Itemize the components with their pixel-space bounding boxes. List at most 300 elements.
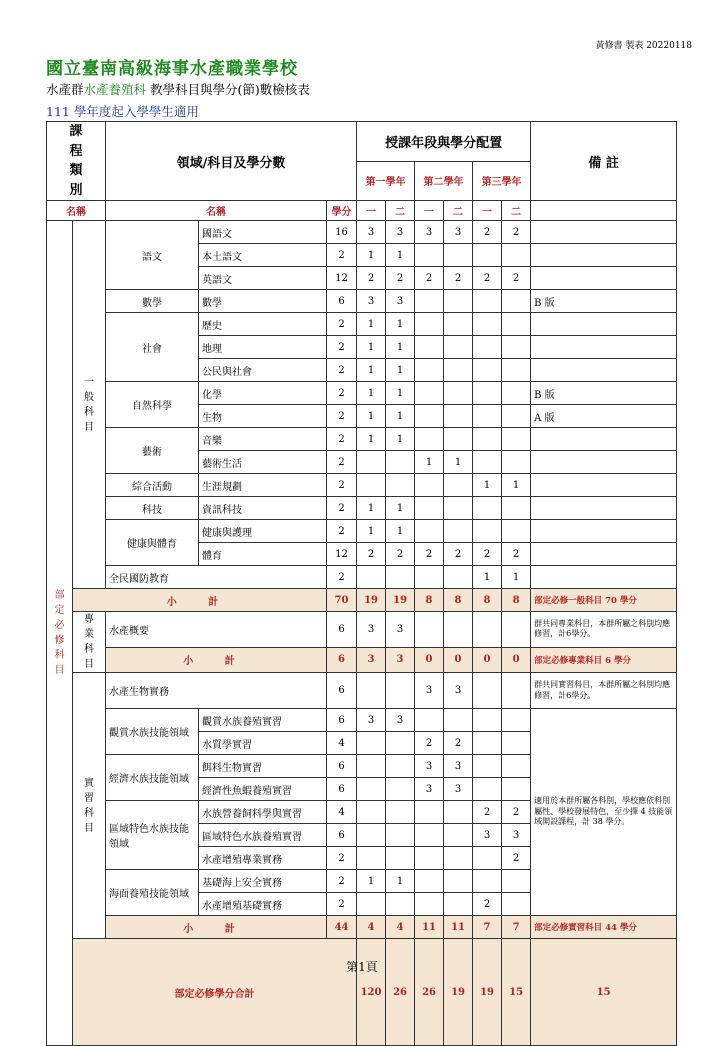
table-row bbox=[47, 497, 677, 520]
credit-cell: 3 bbox=[444, 755, 473, 778]
document-subtitle: 水產群水產養殖科 教學科目與學分(節)數檢核表 bbox=[46, 82, 310, 97]
remark-cell bbox=[531, 267, 677, 290]
credit-cell bbox=[357, 755, 386, 778]
subject-cell: 基礎海上安全實務 bbox=[199, 870, 327, 893]
credit-cell: 19 bbox=[357, 589, 386, 612]
credit-cell bbox=[444, 244, 473, 267]
domain-cell: 科技 bbox=[106, 497, 199, 520]
credit-cell: 26 bbox=[415, 939, 444, 1046]
credit-cell: 11 bbox=[415, 916, 444, 939]
category-required: 部 定 必 修 科 目 bbox=[47, 221, 73, 1046]
subject-cell: 經濟性魚蝦養殖實習 bbox=[199, 778, 327, 801]
cohort-label: 111 學年度起入學學生適用 bbox=[46, 104, 199, 119]
credit-cell: 2 bbox=[473, 267, 502, 290]
credit-cell: 15 bbox=[502, 939, 531, 1046]
subject-cell: 國語文 bbox=[199, 221, 327, 244]
credit-cell: 2 bbox=[473, 893, 502, 916]
subject-cell: 地理 bbox=[199, 336, 327, 359]
remark-cell: 群共同實習科目，本群所屬之科別均應修習，計6學分。 bbox=[531, 673, 677, 709]
domain-cell: 健康與體育 bbox=[106, 520, 199, 566]
credit-cell bbox=[444, 709, 473, 732]
credit-cell: 1 bbox=[357, 382, 386, 405]
page-number: 第1頁 bbox=[346, 960, 378, 974]
credit-cell: 7 bbox=[473, 916, 502, 939]
domain-cell: 數學 bbox=[106, 290, 199, 313]
table-row bbox=[47, 520, 677, 543]
credit-cell bbox=[502, 732, 531, 755]
credit-cell bbox=[415, 612, 444, 648]
credit-cell bbox=[502, 428, 531, 451]
credit-cell: 8 bbox=[502, 589, 531, 612]
subject-cell: 生涯規劃 bbox=[199, 474, 327, 497]
credit-cell bbox=[502, 755, 531, 778]
credit-cell: 19 bbox=[473, 939, 502, 1046]
credit-cell: 1 bbox=[502, 474, 531, 497]
subtotal-label: 小 計 bbox=[106, 647, 327, 672]
table-row bbox=[47, 290, 677, 313]
credit-cell: 3 bbox=[415, 778, 444, 801]
credits-cell: 2 bbox=[327, 313, 357, 336]
table-row bbox=[47, 939, 677, 1046]
domain-cell: 綜合活動 bbox=[106, 474, 199, 497]
remark-cell bbox=[531, 543, 677, 566]
subject-cell: 水族營養飼料學與實習 bbox=[199, 801, 327, 824]
subject-cell: 水產增殖專業實務 bbox=[199, 847, 327, 870]
credit-cell: 1 bbox=[386, 382, 415, 405]
credit-cell bbox=[357, 893, 386, 916]
remark-cell bbox=[531, 497, 677, 520]
subject-cell: 水產生物實務 bbox=[106, 673, 327, 709]
credit-cell bbox=[386, 474, 415, 497]
header-year1: 第一學年 bbox=[357, 161, 415, 201]
credit-cell bbox=[444, 497, 473, 520]
remark-cell: 適用於本群所屬各科別，學校應依科別屬性、學校發展特色，至少擇 4 技能領域開設課程，計 38 學分。 bbox=[531, 709, 677, 916]
credit-cell bbox=[502, 313, 531, 336]
credit-table bbox=[46, 121, 677, 1046]
remark-cell: B 版 bbox=[531, 290, 677, 313]
credit-cell bbox=[386, 673, 415, 709]
credit-cell: 1 bbox=[386, 313, 415, 336]
credit-cell: 8 bbox=[444, 589, 473, 612]
credits-cell: 2 bbox=[327, 893, 357, 916]
credits-cell: 2 bbox=[327, 566, 357, 589]
credits-cell: 2 bbox=[327, 359, 357, 382]
credit-cell bbox=[444, 870, 473, 893]
credits-cell: 2 bbox=[327, 474, 357, 497]
credit-cell: 0 bbox=[444, 647, 473, 672]
credit-cell bbox=[415, 824, 444, 847]
credit-cell bbox=[415, 428, 444, 451]
table-row bbox=[47, 428, 677, 451]
table-row bbox=[47, 709, 677, 732]
remark-cell: 部定必修專業科目 6 學分 bbox=[531, 647, 677, 672]
credit-cell bbox=[415, 290, 444, 313]
credit-cell: 1 bbox=[386, 497, 415, 520]
credit-cell: 11 bbox=[444, 916, 473, 939]
credit-cell bbox=[444, 290, 473, 313]
credit-cell bbox=[502, 673, 531, 709]
credit-cell: 1 bbox=[386, 428, 415, 451]
table-row bbox=[47, 673, 677, 709]
remark-cell: A 版 bbox=[531, 405, 677, 428]
credits-cell: 6 bbox=[327, 673, 357, 709]
credit-cell: 2 bbox=[473, 543, 502, 566]
credit-cell: 3 bbox=[357, 290, 386, 313]
remark-cell bbox=[531, 244, 677, 267]
credit-cell bbox=[357, 566, 386, 589]
credit-cell bbox=[444, 336, 473, 359]
subject-cell: 數學 bbox=[199, 290, 327, 313]
table-row bbox=[47, 647, 677, 672]
credit-cell bbox=[386, 801, 415, 824]
credit-cell: 3 bbox=[444, 778, 473, 801]
credit-cell: 1 bbox=[357, 336, 386, 359]
credit-cell bbox=[444, 893, 473, 916]
header-sem: 一 bbox=[357, 201, 386, 221]
header-year3: 第三學年 bbox=[473, 161, 531, 201]
credit-cell bbox=[415, 244, 444, 267]
credit-cell bbox=[444, 428, 473, 451]
credit-cell: 3 bbox=[357, 709, 386, 732]
credit-cell bbox=[473, 244, 502, 267]
credit-cell bbox=[357, 824, 386, 847]
credit-cell bbox=[357, 451, 386, 474]
credit-cell bbox=[502, 405, 531, 428]
subject-cell: 健康與護理 bbox=[199, 520, 327, 543]
credit-cell bbox=[473, 313, 502, 336]
credits-cell: 4 bbox=[327, 801, 357, 824]
credit-cell bbox=[473, 755, 502, 778]
credit-cell bbox=[415, 893, 444, 916]
credit-cell: 1 bbox=[386, 359, 415, 382]
subject-cell: 英語文 bbox=[199, 267, 327, 290]
credits-cell: 2 bbox=[327, 870, 357, 893]
credit-cell bbox=[415, 336, 444, 359]
subject-cell: 區域特色水族養殖實習 bbox=[199, 824, 327, 847]
table-row bbox=[47, 612, 677, 648]
credit-cell: 1 bbox=[357, 405, 386, 428]
credit-cell: 1 bbox=[473, 566, 502, 589]
credit-cell bbox=[357, 673, 386, 709]
subject-cell: 餌料生物實習 bbox=[199, 755, 327, 778]
credit-cell: 1 bbox=[386, 870, 415, 893]
header-remarks: 備 註 bbox=[531, 122, 677, 201]
credit-cell: 2 bbox=[473, 801, 502, 824]
credit-cell bbox=[444, 520, 473, 543]
subject-defense: 全民國防教育 bbox=[106, 566, 327, 589]
credit-cell: 3 bbox=[386, 612, 415, 648]
domain-cell: 海面養殖技能領域 bbox=[106, 870, 199, 916]
header-course-type: 課 程 類 別 bbox=[47, 122, 106, 201]
credits-cell: 6 bbox=[327, 612, 357, 648]
credit-cell bbox=[357, 847, 386, 870]
credits-cell: 2 bbox=[327, 428, 357, 451]
credit-cell bbox=[502, 336, 531, 359]
remark-cell bbox=[531, 520, 677, 543]
credit-cell: 26 bbox=[386, 939, 415, 1046]
credit-cell bbox=[502, 612, 531, 648]
credit-cell: 2 bbox=[444, 732, 473, 755]
credit-cell bbox=[473, 290, 502, 313]
credit-cell: 1 bbox=[357, 244, 386, 267]
credit-cell bbox=[415, 497, 444, 520]
credit-cell bbox=[473, 870, 502, 893]
credit-cell: 2 bbox=[502, 543, 531, 566]
remark-cell: B 版 bbox=[531, 382, 677, 405]
credit-cell: 3 bbox=[357, 612, 386, 648]
remark-cell bbox=[531, 221, 677, 244]
remark-cell: 部定必修實習科目 44 學分 bbox=[531, 916, 677, 939]
credits-cell: 6 bbox=[327, 290, 357, 313]
credits-cell: 4 bbox=[327, 732, 357, 755]
header-name-subject: 名稱 bbox=[106, 201, 327, 221]
header-credits: 學分 bbox=[327, 201, 357, 221]
credit-cell bbox=[444, 612, 473, 648]
credit-cell: 3 bbox=[386, 290, 415, 313]
header-sem: 二 bbox=[444, 201, 473, 221]
credit-cell: 2 bbox=[386, 543, 415, 566]
credit-cell: 1 bbox=[473, 474, 502, 497]
credit-cell: 3 bbox=[415, 673, 444, 709]
credits-cell: 12 bbox=[327, 267, 357, 290]
credits-cell: 2 bbox=[327, 847, 357, 870]
subject-cell: 水質學實習 bbox=[199, 732, 327, 755]
remark-cell bbox=[531, 566, 677, 589]
credit-cell bbox=[473, 451, 502, 474]
credits-cell: 2 bbox=[327, 336, 357, 359]
credit-cell: 15 bbox=[531, 939, 677, 1046]
table-row bbox=[47, 313, 677, 336]
header-allocation: 授課年段與學分配置 bbox=[357, 122, 531, 162]
credit-cell: 1 bbox=[415, 451, 444, 474]
remark-cell bbox=[531, 313, 677, 336]
credit-cell: 1 bbox=[357, 359, 386, 382]
credit-cell: 1 bbox=[357, 497, 386, 520]
subject-cell: 音樂 bbox=[199, 428, 327, 451]
credit-cell: 3 bbox=[473, 824, 502, 847]
credit-cell bbox=[357, 801, 386, 824]
credit-cell bbox=[444, 382, 473, 405]
credits-cell: 2 bbox=[327, 451, 357, 474]
domain-cell: 自然科學 bbox=[106, 382, 199, 428]
credit-cell: 4 bbox=[386, 916, 415, 939]
remark-cell bbox=[531, 474, 677, 497]
credits-cell: 120 bbox=[357, 939, 386, 1046]
credit-cell: 2 bbox=[502, 267, 531, 290]
credit-cell: 3 bbox=[386, 709, 415, 732]
credit-cell bbox=[415, 474, 444, 497]
header-domain: 領域/科目及學分數 bbox=[106, 122, 357, 201]
credit-cell bbox=[473, 382, 502, 405]
credit-cell: 8 bbox=[473, 589, 502, 612]
credits-cell: 2 bbox=[327, 244, 357, 267]
header-name-type: 名稱 bbox=[47, 201, 106, 221]
domain-cell: 經濟水族技能領域 bbox=[106, 755, 199, 801]
credit-cell bbox=[444, 566, 473, 589]
credit-cell bbox=[415, 566, 444, 589]
credit-cell: 8 bbox=[415, 589, 444, 612]
table-row bbox=[47, 474, 677, 497]
credit-cell: 7 bbox=[502, 916, 531, 939]
credit-cell bbox=[473, 709, 502, 732]
credit-cell bbox=[473, 359, 502, 382]
subject-cell: 歷史 bbox=[199, 313, 327, 336]
domain-cell: 藝術 bbox=[106, 428, 199, 474]
credit-cell: 3 bbox=[444, 221, 473, 244]
credit-cell: 3 bbox=[386, 647, 415, 672]
credit-cell: 2 bbox=[502, 847, 531, 870]
credit-cell: 2 bbox=[502, 221, 531, 244]
credit-cell: 2 bbox=[444, 543, 473, 566]
credit-cell bbox=[473, 520, 502, 543]
credit-cell bbox=[444, 359, 473, 382]
credit-cell: 3 bbox=[444, 673, 473, 709]
credit-cell: 19 bbox=[386, 589, 415, 612]
subject-cell: 觀賞水族養殖實習 bbox=[199, 709, 327, 732]
credit-cell bbox=[357, 778, 386, 801]
subtotal-label: 小 計 bbox=[106, 916, 327, 939]
credit-cell: 2 bbox=[415, 543, 444, 566]
credit-cell bbox=[473, 428, 502, 451]
credit-cell bbox=[502, 359, 531, 382]
credit-cell bbox=[473, 497, 502, 520]
credit-cell bbox=[473, 612, 502, 648]
school-title: 國立臺南高級海事水產職業學校 bbox=[46, 59, 298, 79]
credit-cell bbox=[415, 359, 444, 382]
remark-cell bbox=[531, 451, 677, 474]
subject-cell: 化學 bbox=[199, 382, 327, 405]
credit-cell bbox=[444, 847, 473, 870]
credit-cell: 2 bbox=[444, 267, 473, 290]
credit-cell: 2 bbox=[357, 267, 386, 290]
credit-cell bbox=[502, 451, 531, 474]
credit-cell bbox=[473, 732, 502, 755]
credit-cell bbox=[444, 824, 473, 847]
credits-cell: 2 bbox=[327, 405, 357, 428]
credit-cell bbox=[444, 801, 473, 824]
credit-cell bbox=[386, 566, 415, 589]
credit-cell: 3 bbox=[357, 647, 386, 672]
credit-cell: 1 bbox=[386, 244, 415, 267]
credit-cell bbox=[473, 778, 502, 801]
author-note: 黃修書 製表 20220118 bbox=[595, 41, 692, 51]
credit-cell: 0 bbox=[502, 647, 531, 672]
remark-cell bbox=[531, 359, 677, 382]
table-row bbox=[47, 382, 677, 405]
credit-cell: 3 bbox=[415, 221, 444, 244]
credit-cell: 1 bbox=[386, 405, 415, 428]
domain-cell: 語文 bbox=[106, 221, 199, 290]
subtotal-label: 小 計 bbox=[73, 589, 327, 612]
credit-cell bbox=[386, 778, 415, 801]
grand-total-label: 部定必修學分合計 bbox=[73, 939, 357, 1046]
credit-cell bbox=[444, 474, 473, 497]
credit-cell: 3 bbox=[502, 824, 531, 847]
credit-cell bbox=[386, 732, 415, 755]
table-row bbox=[47, 221, 677, 244]
domain-cell: 觀賞水族技能領域 bbox=[106, 709, 199, 755]
credit-cell bbox=[502, 244, 531, 267]
subject-cell: 水產概要 bbox=[106, 612, 327, 648]
credit-cell: 2 bbox=[386, 267, 415, 290]
credit-cell: 1 bbox=[502, 566, 531, 589]
credit-cell: 3 bbox=[415, 755, 444, 778]
credit-cell bbox=[502, 290, 531, 313]
credits-cell: 2 bbox=[327, 382, 357, 405]
subject-cell: 公民與社會 bbox=[199, 359, 327, 382]
credit-cell bbox=[502, 497, 531, 520]
table-row bbox=[47, 916, 677, 939]
remark-cell bbox=[531, 428, 677, 451]
credit-cell bbox=[502, 870, 531, 893]
header-sem: 一 bbox=[473, 201, 502, 221]
credits-cell: 70 bbox=[327, 589, 357, 612]
credit-cell: 1 bbox=[357, 428, 386, 451]
credit-cell: 3 bbox=[357, 221, 386, 244]
credit-cell: 1 bbox=[444, 451, 473, 474]
credit-cell bbox=[502, 709, 531, 732]
subject-cell: 生物 bbox=[199, 405, 327, 428]
credit-cell bbox=[357, 474, 386, 497]
table-row bbox=[47, 566, 677, 589]
credit-cell bbox=[415, 405, 444, 428]
remark-cell: 群共同專業科目，本群所屬之科別均應修習，計6學分。 bbox=[531, 612, 677, 648]
credit-cell bbox=[415, 313, 444, 336]
category-major: 專 業 科 目 bbox=[73, 612, 106, 673]
credit-cell bbox=[415, 870, 444, 893]
credits-cell: 6 bbox=[327, 709, 357, 732]
credits-cell: 2 bbox=[327, 520, 357, 543]
credit-cell bbox=[502, 382, 531, 405]
credit-cell: 2 bbox=[415, 732, 444, 755]
category-general: 一 般 科 目 bbox=[73, 221, 106, 589]
domain-cell: 區域特色水族技能領域 bbox=[106, 801, 199, 870]
credit-cell: 2 bbox=[415, 267, 444, 290]
credit-cell bbox=[473, 673, 502, 709]
credit-cell bbox=[415, 801, 444, 824]
credit-cell bbox=[415, 382, 444, 405]
credit-cell bbox=[415, 709, 444, 732]
credits-cell: 6 bbox=[327, 647, 357, 672]
subject-cell: 水產增殖基礎實務 bbox=[199, 893, 327, 916]
subject-cell: 本土語文 bbox=[199, 244, 327, 267]
credits-cell: 6 bbox=[327, 778, 357, 801]
credit-cell: 1 bbox=[386, 336, 415, 359]
credit-cell: 0 bbox=[415, 647, 444, 672]
header-year2: 第二學年 bbox=[415, 161, 473, 201]
credit-cell bbox=[444, 313, 473, 336]
credit-cell: 2 bbox=[502, 801, 531, 824]
credit-cell bbox=[473, 847, 502, 870]
credit-cell bbox=[386, 824, 415, 847]
credit-cell bbox=[502, 520, 531, 543]
remark-cell: 部定必修一般科目 70 學分 bbox=[531, 589, 677, 612]
credit-cell bbox=[444, 405, 473, 428]
credit-cell: 19 bbox=[444, 939, 473, 1046]
credit-cell: 2 bbox=[357, 543, 386, 566]
credit-cell bbox=[473, 336, 502, 359]
credit-cell bbox=[502, 778, 531, 801]
credits-cell: 12 bbox=[327, 543, 357, 566]
credit-cell: 2 bbox=[473, 221, 502, 244]
credits-cell: 16 bbox=[327, 221, 357, 244]
remark-cell bbox=[531, 336, 677, 359]
credits-cell: 44 bbox=[327, 916, 357, 939]
credits-cell: 2 bbox=[327, 497, 357, 520]
credit-cell bbox=[415, 847, 444, 870]
credit-cell bbox=[473, 405, 502, 428]
subject-cell: 資訊科技 bbox=[199, 497, 327, 520]
